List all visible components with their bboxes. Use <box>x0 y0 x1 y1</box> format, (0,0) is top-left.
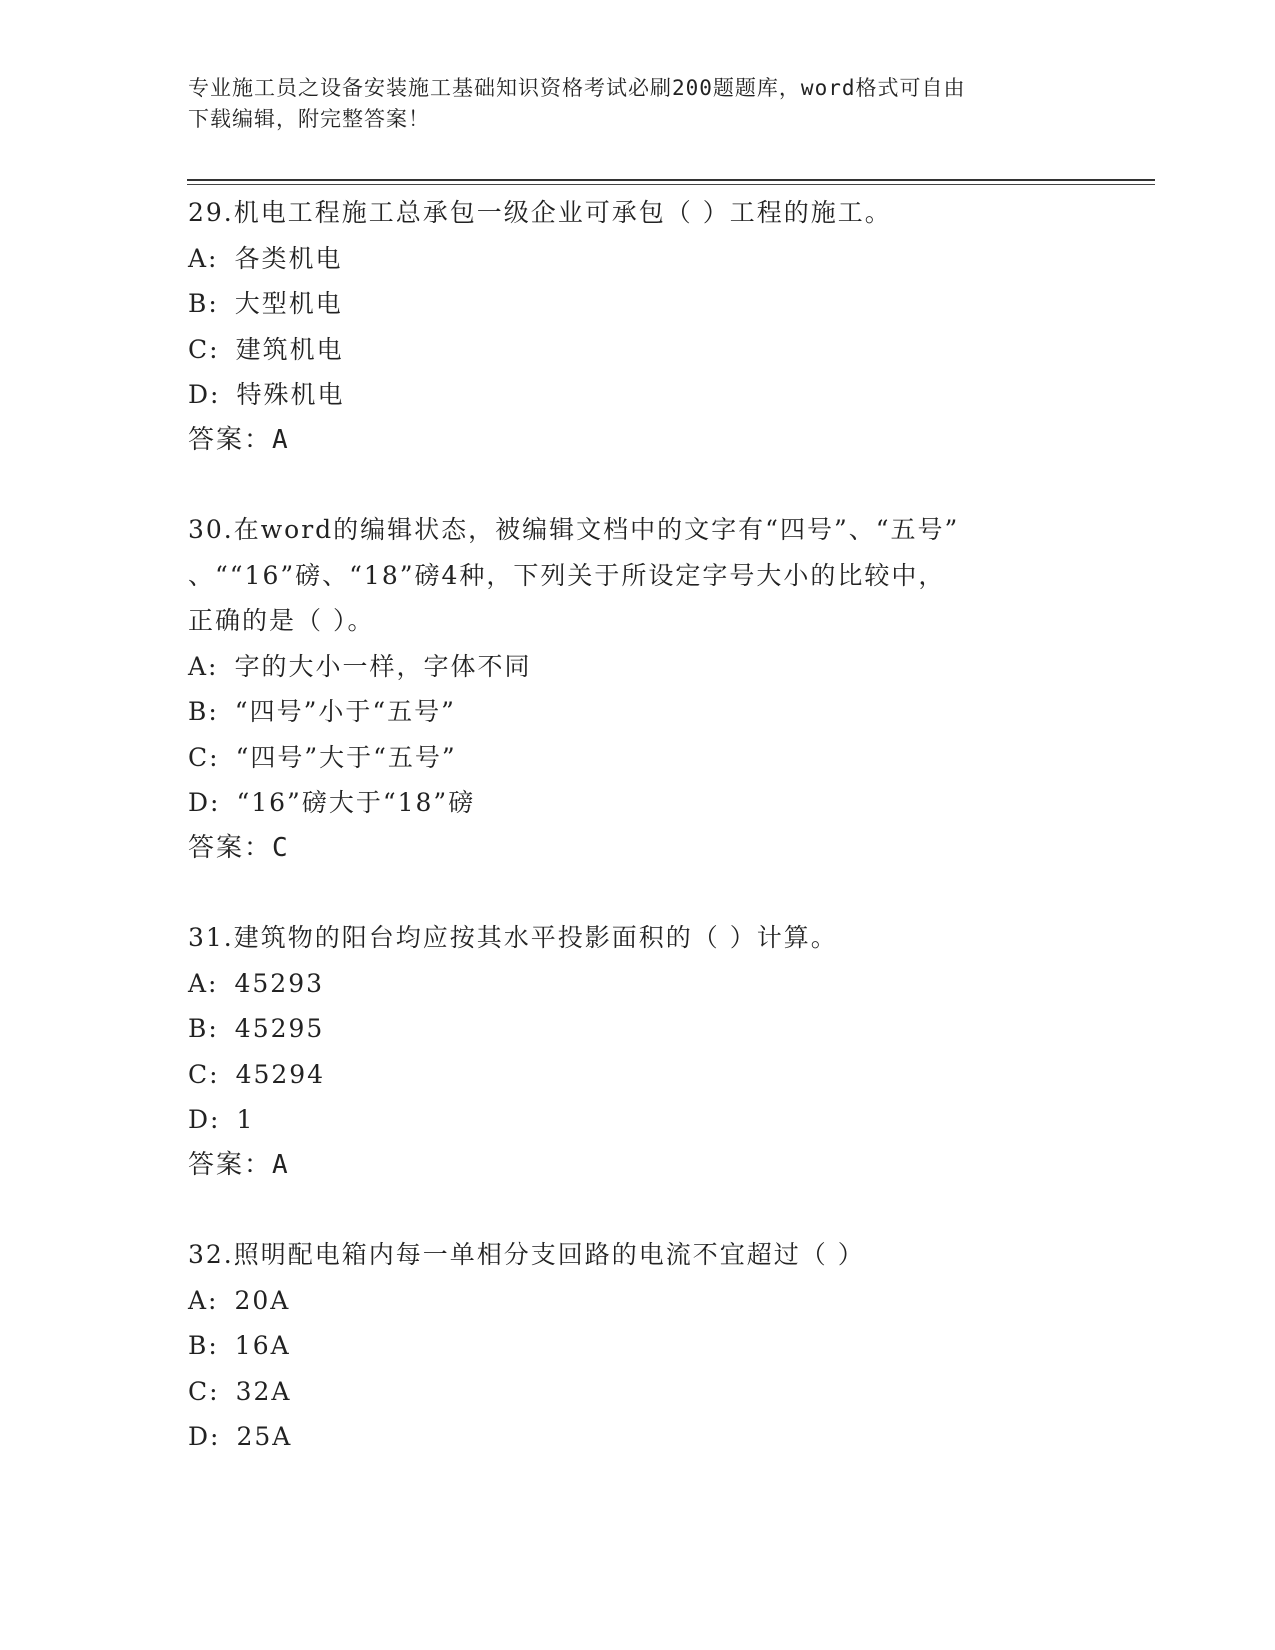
option-c <box>188 1369 1088 1415</box>
option-text: 1 <box>236 1105 255 1134</box>
question-30 <box>188 507 1088 871</box>
option-d <box>188 1097 1088 1143</box>
option-c <box>188 327 1088 373</box>
question-spacer <box>188 463 1088 507</box>
header-divider-thin <box>187 184 1155 185</box>
option-letter: D: <box>188 788 221 817</box>
option-b <box>188 1006 1088 1052</box>
question-stem: 31.建筑物的阳台均应按其水平投影面积的（ ）计算。 <box>188 923 838 952</box>
question-spacer <box>188 871 1088 915</box>
option-letter: D: <box>188 1422 221 1451</box>
option-text: 16A <box>234 1331 291 1360</box>
option-text: 32A <box>235 1376 292 1406</box>
option-text: “四号”大于“五号” <box>235 742 457 772</box>
question-32 <box>188 1232 1088 1460</box>
option-c <box>188 735 1088 781</box>
option-c <box>188 1052 1088 1098</box>
option-text: 25A <box>236 1422 293 1451</box>
option-text: 45293 <box>234 968 325 998</box>
question-list <box>188 190 1088 1460</box>
question-29 <box>188 190 1088 463</box>
question-stem-continued: 、““16”磅、“18”磅4种，下列关于所设定字号大小的比较中， <box>188 560 946 590</box>
option-a <box>188 961 1088 1007</box>
header-divider-thick <box>187 179 1155 181</box>
option-letter: C: <box>188 334 220 364</box>
option-text: “四号”小于“五号” <box>234 697 456 726</box>
option-letter: A: <box>188 243 219 273</box>
option-letter: D: <box>188 380 221 409</box>
option-letter: B: <box>188 1014 219 1043</box>
option-letter: A: <box>188 1285 219 1315</box>
option-b <box>188 1323 1088 1369</box>
option-letter: C: <box>188 742 220 772</box>
option-letter: C: <box>188 1059 220 1089</box>
option-a <box>188 1278 1088 1324</box>
option-text: 20A <box>234 1285 291 1315</box>
option-text: 45294 <box>235 1059 326 1089</box>
option-text: 45295 <box>234 1014 325 1043</box>
question-stem-continued: 正确的是（ ）。 <box>188 606 375 635</box>
option-text: 字的大小一样，字体不同 <box>234 651 532 681</box>
option-letter: B: <box>188 289 219 318</box>
option-d <box>188 780 1088 826</box>
option-d <box>188 372 1088 418</box>
answer-line: 答案：C <box>188 832 290 863</box>
answer-line: 答案：A <box>188 424 290 455</box>
answer-line: 答案：A <box>188 1149 290 1180</box>
option-text: 建筑机电 <box>235 334 344 364</box>
question-stem: 32.照明配电箱内每一单相分支回路的电流不宜超过（ ） <box>188 1240 865 1269</box>
option-a <box>188 644 1088 690</box>
option-letter: B: <box>188 1331 219 1360</box>
option-d <box>188 1414 1088 1460</box>
document-header <box>188 73 1068 135</box>
header-title-line-1: 专业施工员之设备安装施工基础知识资格考试必刷200题题库，word格式可自由 <box>188 76 966 100</box>
question-stem: 30.在word的编辑状态，被编辑文档中的文字有“四号”、“五号” <box>188 515 960 544</box>
option-text: 各类机电 <box>234 243 343 273</box>
option-text: “16”磅大于“18”磅 <box>236 788 476 817</box>
option-letter: A: <box>188 968 219 998</box>
question-stem: 29.机电工程施工总承包一级企业可承包（ ）工程的施工。 <box>188 198 892 227</box>
option-a <box>188 236 1088 282</box>
option-b <box>188 281 1088 327</box>
question-spacer <box>188 1188 1088 1232</box>
option-letter: C: <box>188 1376 220 1406</box>
question-31 <box>188 915 1088 1188</box>
option-letter: B: <box>188 697 219 726</box>
option-letter: D: <box>188 1105 221 1134</box>
option-b <box>188 689 1088 735</box>
option-letter: A: <box>188 651 219 681</box>
option-text: 特殊机电 <box>236 380 345 409</box>
option-text: 大型机电 <box>234 289 343 318</box>
header-title-line-2: 下载编辑，附完整答案！ <box>188 107 430 131</box>
